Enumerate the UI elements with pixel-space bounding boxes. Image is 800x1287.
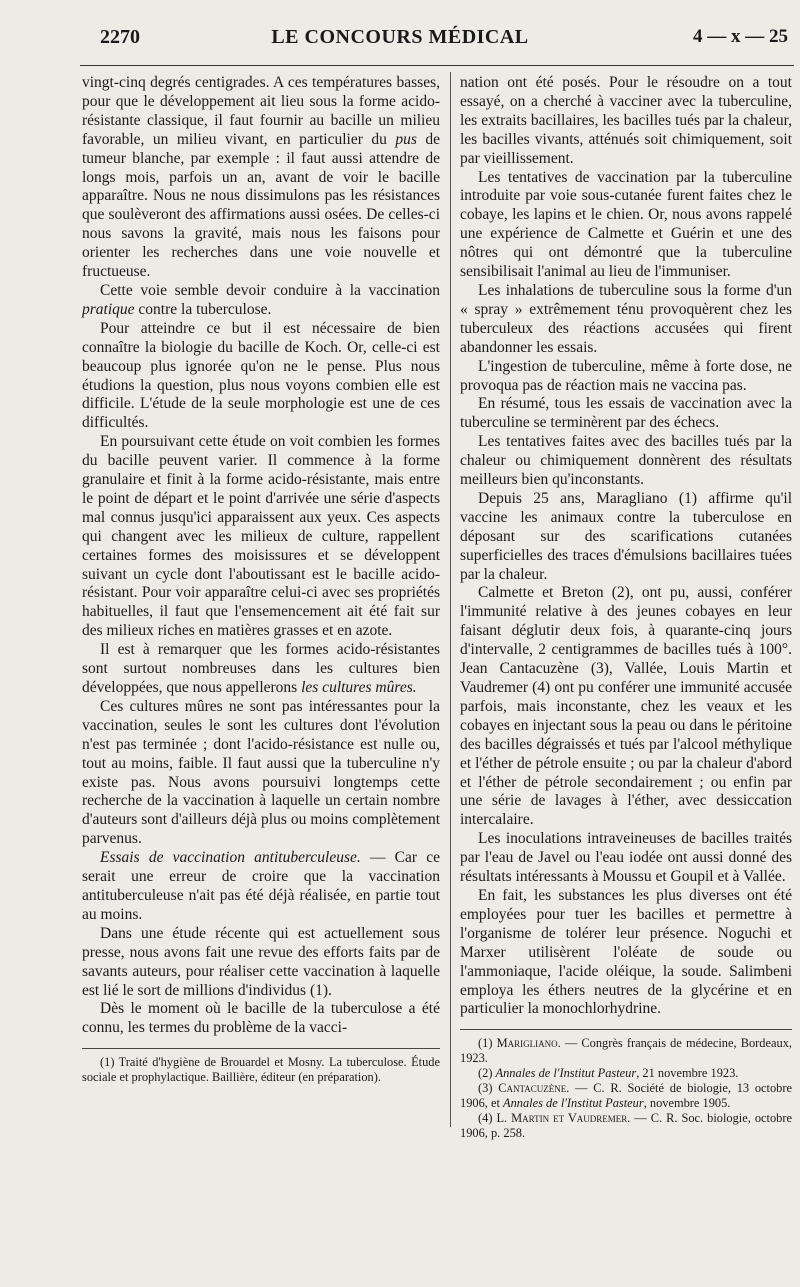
footnote-divider	[460, 1029, 792, 1030]
paragraph: nation ont été posés. Pour le résoudre on a tout essayé, on a cherché à vacciner avec la tuberculine, les extraits bacillaires, les bacilles tués par la chaleur, les bacilles vivants, atténués soit chimiquement, soit par vieillissement.	[460, 74, 792, 167]
paragraph: Ces cultures mûres ne sont pas intéressantes pour la vaccination, seules le sont les cultures dont l'évolution n'est pas terminée ; dont l'acido-résistance est nulle ou, tout au moins, faible. Il faut aussi que la tuberculine n'y existe pas. Nous avons poursuivi longtemps cette recherche de la vaccination à laquelle un certain nombre d'auteurs sont d'ailleurs déjà plus ou moins complètement parvenus.	[82, 697, 440, 848]
footnote: (4) L. Martin et Vaudremer. — C. R. Soc. biologie, octobre 1906, p. 258.	[460, 1111, 792, 1141]
paragraph: Dès le moment où le bacille de la tuberculose a été connu, les termes du problème de la vacci-	[82, 1000, 440, 1037]
footnote: (2) Annales de l'Institut Pasteur, 21 novembre 1923.	[478, 1066, 739, 1081]
paragraph: Calmette et Breton (2), ont pu, aussi, conférer l'immunité relative à des jeunes cobayes en leur faisant déglutir deux fois, à quarante-cinq jours d'intervalle, 2 centigrammes de bacilles tués à 100°. Jean Cantacuzène (3), Vallée, Louis Martin et Vaudremer (4) ont pu conférer une immunité accusée parfois, mais inconstante, chez les veaux et les cobayes en injectant sous la peau ou dans le péritoine des bacilles dégraissés et tués par l'alcool méthylique et l'éther de pétrole ensuite ; ou par la chaleur d'abord et l'éther de pétrole secondairement ; ou enfin par une série de lavages à l'éther, avec dessiccation intercalaire.	[460, 584, 792, 829]
paragraph: Il est à remarquer que les formes acido-résistantes sont surtout nombreuses dans les cultures bien développées, que nous appellerons les cultures mûres.	[82, 641, 440, 696]
paragraph: Depuis 25 ans, Maragliano (1) affirme qu'il vaccine les animaux contre la tuberculose en déposant sur des scarifications cutanées superficielles des traces d'émulsions bacillaires tuées par la chaleur.	[460, 489, 792, 583]
paragraph: En poursuivant cette étude on voit combien les formes du bacille peuvent varier. Il commence à la forme granulaire et finit à la forme acido-résistante, mais entre le point de départ et le point d'arrivée une série d'aspects mal connus jusqu'ici apparaissent aux yeux. Ces aspects qui changent avec les milieux de culture, rappellent certaines formes des moisissures et se développent suivant un cycle dont l'aboutissant est le bacille acido-résistant. Pour voir apparaître celui-ci avec ses propriétés habituelles, il faut que l'ensemencement ait été fait sur des milieux riches en matières grasses et en azote.	[82, 433, 440, 640]
footnote: (1) Marigliano. — Congrès français de médecine, Bordeaux, 1923.	[460, 1036, 792, 1066]
paragraph: Pour atteindre ce but il est nécessaire de bien connaître la biologie du bacille de Koch. Or, celle-ci est beaucoup plus ignorée qu'on ne le pense. Plus nous étudions la question, plus nous voyons combien elle est difficile. L'étude de la seule morphologie est une de ces difficultés.	[82, 319, 440, 432]
footnote: (1) Traité d'hygiène de Brouardel et Mosny. La tuberculose. Étude sociale et prophylactique. Baillière, éditeur (en préparation).	[82, 1055, 440, 1085]
paragraph: Les tentatives de vaccination par la tuberculine introduite par voie sous-cutanée furent faites chez le cobaye, les lapins et le chien. Or, nous avons rappelé une expérience de Calmette et Guérin et une des nôtres qui ont démontré que la tuberculine sensibilisait l'animal au lieu de l'immuniser.	[460, 168, 792, 281]
footnote-divider	[82, 1048, 440, 1049]
paragraph: Cette voie semble devoir conduire à la vaccination pratique contre la tuberculose.	[82, 281, 440, 318]
paragraph: Les tentatives faites avec des bacilles tués par la chaleur ou chimiquement donnèrent des résultats meilleurs bien qu'inconstants.	[460, 433, 792, 489]
paragraph: L'ingestion de tuberculine, même à forte dose, ne provoqua pas de réaction mais ne vaccina pas.	[460, 357, 792, 394]
paragraph: Les inhalations de tuberculine sous la forme d'un « spray » extrêmement ténu provoquèrent chez les tuberculeux des réactions accusées qui firent abandonner les essais.	[460, 281, 792, 356]
header-rule	[80, 65, 794, 66]
page-number: 2270	[100, 26, 140, 48]
paragraph: Les inoculations intraveineuses de bacilles traités par l'eau de Javel ou l'eau iodée ont aussi donné des résultats intéressants à Moussu et Goupil et à Vallée.	[460, 830, 792, 886]
left-column	[82, 74, 440, 1085]
footnote: (3) Cantacuzène. — C. R. Société de biologie, 13 octobre 1906, et Annales de l'Institut Pasteur, novembre 1905.	[460, 1081, 793, 1111]
column-divider	[450, 72, 451, 1127]
right-column	[460, 74, 792, 1141]
paragraph: Dans une étude récente qui est actuellement sous presse, nous avons fait une revue des efforts faits par de savants auteurs, pour réaliser cette vaccination à laquelle est lié le sort de millions d'individus (1).	[82, 924, 440, 999]
paragraph: En résumé, tous les essais de vaccination avec la tuberculine se terminèrent par des échecs.	[460, 395, 792, 432]
journal-title: LE CONCOURS MÉDICAL	[271, 26, 529, 48]
section-heading-paragraph: Essais de vaccination antituberculeuse. — Car ce serait une erreur de croire que la vaccination antituberculeuse n'ait pas été déjà réalisée, en partie tout au moins.	[82, 849, 440, 923]
issue-date: 4 — x — 25	[693, 26, 788, 47]
paragraph: En fait, les substances les plus diverses ont été employées pour tuer les bacilles et permettre à l'organisme de tolérer leur présence. Noguchi et Marxer utilisèrent l'oléate de soude ou l'ammoniaque, l'acide oléique, la soude. Salimbeni employa les éthers neutres de la glycérine et en particulier la monochlorhydrine.	[460, 886, 792, 1018]
paragraph: vingt-cinq degrés centigrades. A ces températures basses, pour que le développement ait lieu sous la forme acido-résistante classique, il faut fournir au bacille un milieu favorable, un milieu vivant, en particulier du pus de tumeur blanche, par exemple : il faut aussi attendre de longs mois, parfois un an, avant de voir le bacille apparaître. Nous ne nous dissimulons pas les résistances que soulèveront des affirmations aussi osées. De celles-ci nous savons la gravité, mais nous les faisons pour orienter les recherches dans une voie nouvelle et fructueuse.	[82, 74, 440, 281]
page-header	[0, 26, 800, 56]
